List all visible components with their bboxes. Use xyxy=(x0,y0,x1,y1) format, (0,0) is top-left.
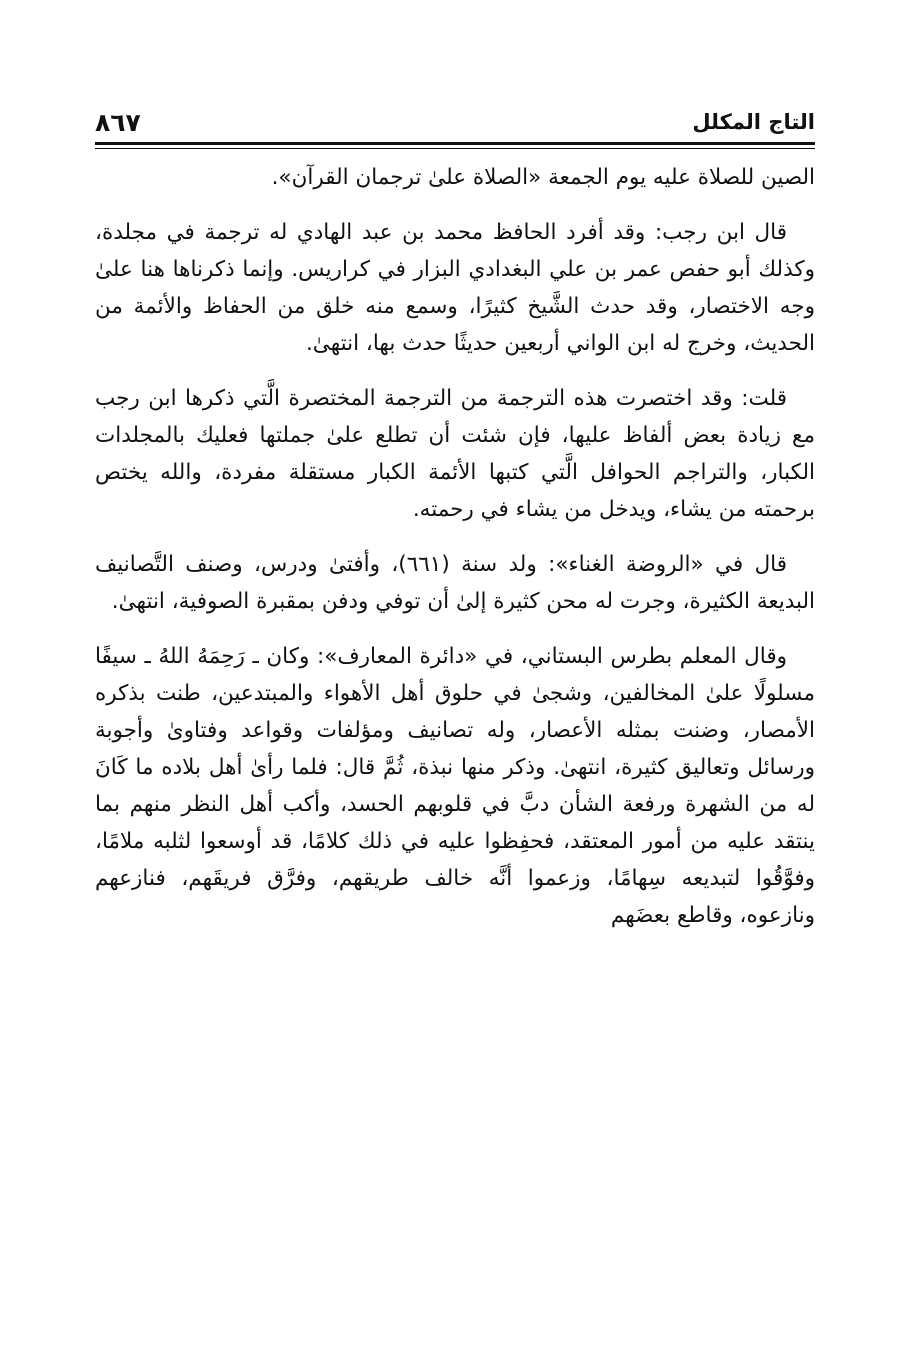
page-number: ٨٦٧ xyxy=(95,108,141,137)
header-rule-thick xyxy=(95,142,815,145)
paragraph-continuation: الصين للصلاة عليه يوم الجمعة «الصلاة علىٰ ترجمان القرآن». xyxy=(271,165,815,190)
paragraph-bustani: وقال المعلم بطرس البستاني، في «دائرة المعارف»: وكان ـ رَحِمَهُ اللهُ ـ سيفًا مسلولًا علىٰ المخالفين، وشجىٰ في حلوق أهل الأهواء والمبتدعين، طنت بذكره الأمصار، وضنت بمثله الأعصار، وله تصانيف ومؤلفات وقواعد وفتاوىٰ وأجوبة ورسائل وتعاليق كثيرة، انتهىٰ. وذكر منها نبذة، ثُمَّ قال: فلما رأىٰ أهل بلاده ما كَانَ له من الشهرة ورفعة الشأن دبَّ في قلوبهم الحسد، وأكب أهل النظر منهم بما ينتقد عليه من أمور المعتقد، فحفِظوا عليه في ذلك كلامًا، قد أوسعوا لثلبه ملامًا، وفوَّقُوا لتبديعه سِهامًا، وزعموا أنَّه خالف طريقهم، وفرَّق فريقَهم، فنازعهم ونازعوه، وقاطع بعضَهم xyxy=(95,644,815,928)
paragraph-author-note: قلت: وقد اختصرت هذه الترجمة من الترجمة المختصرة الَّتي ذكرها ابن رجب مع زيادة بعض ألفاظ عليها، فإن شئت أن تطلع علىٰ جملتها فعليك بالمجلدات الكبار، والتراجم الحوافل الَّتي كتبها الأئمة الكبار مستقلة مفردة، والله يختص برحمته من يشاء، ويدخل من يشاء في رحمته. xyxy=(95,386,815,522)
book-title: التاج المكلل xyxy=(692,110,815,134)
paragraph-ibn-rajab: قال ابن رجب: وقد أفرد الحافظ محمد بن عبد الهادي له ترجمة في مجلدة، وكذلك أبو حفص عمر بن علي البغدادي البزار في كراريس. وإنما ذكرناها هنا علىٰ وجه الاختصار، وقد حدث الشَّيخ كثيرًا، وسمع منه خلق من الحفاظ والأئمة من الحديث، وخرج له ابن الواني أربعين حديثًا حدث بها، انتهىٰ. xyxy=(95,220,815,356)
paragraph-rawda-ghanna: قال في «الروضة الغناء»: ولد سنة (٦٦١)، وأفتىٰ ودرس، وصنف التَّصانيف البديعة الكثيرة، وجرت له محن كثيرة إلىٰ أن توفي ودفن بمقبرة الصوفية، انتهىٰ. xyxy=(95,552,815,614)
body-text xyxy=(95,159,815,934)
header-rule-thin xyxy=(95,148,815,149)
page xyxy=(95,108,815,952)
running-header xyxy=(95,108,815,142)
